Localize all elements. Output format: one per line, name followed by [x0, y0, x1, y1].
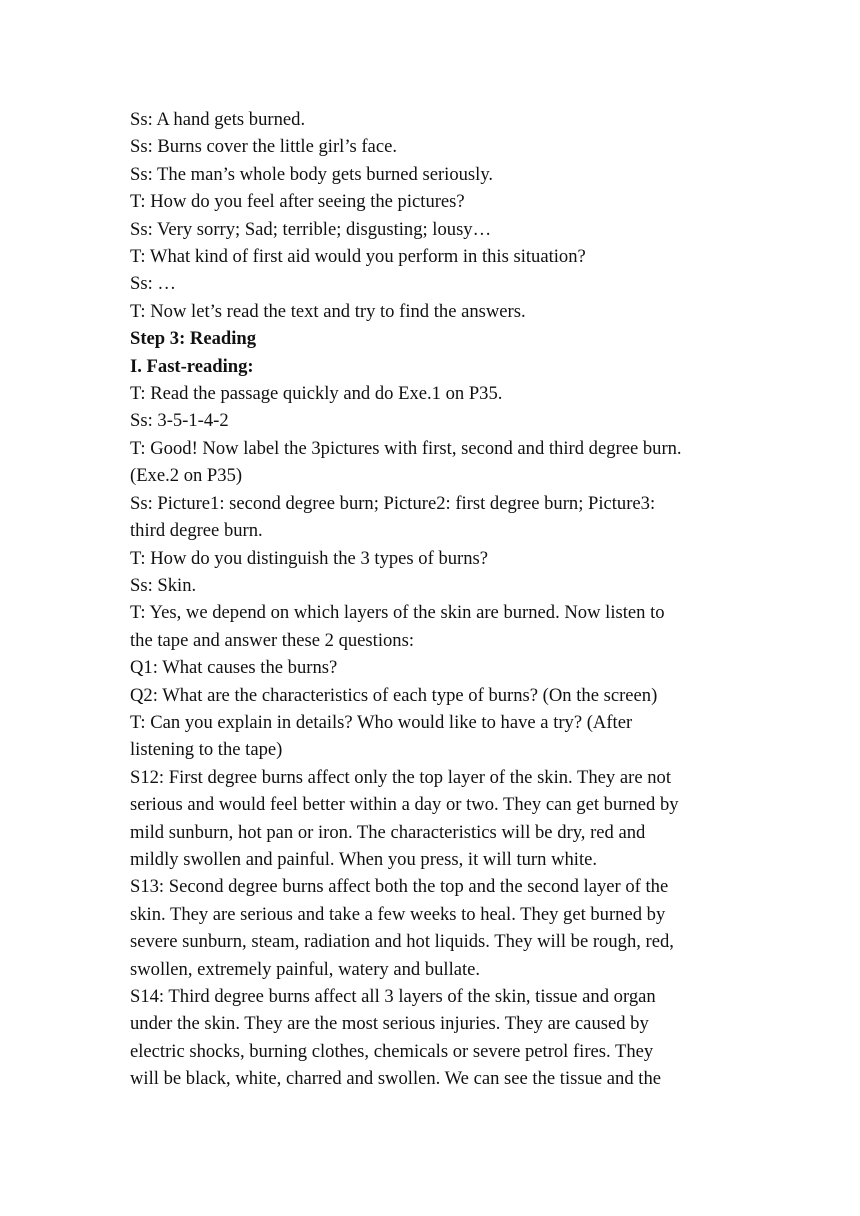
text-line: Ss: 3-5-1-4-2 — [130, 410, 229, 432]
text-line: serious and would feel better within a day or two. They can get burned by — [130, 794, 679, 816]
text-line: S12: First degree burns affect only the top layer of the skin. They are not — [130, 766, 671, 788]
text-line: third degree burn. — [130, 520, 263, 542]
text-line: electric shocks, burning clothes, chemicals or severe petrol fires. They — [130, 1040, 654, 1062]
text-line: T: Read the passage quickly and do Exe.1 on P35. — [130, 383, 503, 405]
text-line: Ss: Picture1: second degree burn; Picture2: first degree burn; Picture3: — [130, 492, 656, 514]
text-line: Ss: A hand gets burned. — [130, 109, 306, 130]
text-line: severe sunburn, steam, radiation and hot liquids. They will be rough, red, — [130, 931, 674, 953]
text-line: S14: Third degree burns affect all 3 layers of the skin, tissue and organ — [130, 986, 656, 1007]
text-line: skin. They are serious and take a few weeks to heal. They get burned by — [130, 903, 666, 925]
text-line: Ss: … — [130, 273, 176, 295]
text-line: S13: Second degree burns affect both the top and the second layer of the — [130, 876, 669, 898]
text-line: T: How do you distinguish the 3 types of burns? — [130, 547, 489, 569]
text-line: listening to the tape) — [130, 739, 283, 761]
text-line: (Exe.2 on P35) — [130, 465, 243, 487]
text-line: Ss: Very sorry; Sad; terrible; disgusting; lousy… — [130, 218, 492, 240]
document-body — [130, 106, 750, 1093]
text-line: T: How do you feel after seeing the pictures? — [130, 191, 465, 213]
text-line: will be black, white, charred and swollen. We can see the tissue and the — [130, 1068, 662, 1090]
text-line: Q1: What causes the burns? — [130, 657, 338, 679]
section-heading: I. Fast-reading: — [130, 355, 254, 377]
text-line: T: Yes, we depend on which layers of the skin are burned. Now listen to — [130, 602, 665, 624]
text-line: under the skin. They are the most serious injuries. They are caused by — [130, 1013, 649, 1035]
text-line: T: Can you explain in details? Who would like to have a try? (After — [130, 711, 633, 733]
text-line: Ss: Burns cover the little girl’s face. — [130, 136, 397, 158]
text-line: mild sunburn, hot pan or iron. The characteristics will be dry, red and — [130, 821, 646, 843]
text-line: mildly swollen and painful. When you press, it will turn white. — [130, 848, 598, 870]
text-line: T: Now let’s read the text and try to find the answers. — [130, 300, 526, 322]
text-line: the tape and answer these 2 questions: — [130, 629, 414, 651]
text-line: Q2: What are the characteristics of each type of burns? (On the screen) — [130, 684, 658, 706]
text-line: Ss: The man’s whole body gets burned seriously. — [130, 163, 494, 185]
document-page — [130, 106, 750, 1093]
text-line: T: What kind of first aid would you perform in this situation? — [130, 246, 586, 268]
text-line: Ss: Skin. — [130, 574, 197, 596]
text-line: swollen, extremely painful, watery and bullate. — [130, 958, 481, 980]
text-line: T: Good! Now label the 3pictures with first, second and third degree burn. — [130, 437, 682, 459]
section-heading: Step 3: Reading — [130, 328, 257, 350]
